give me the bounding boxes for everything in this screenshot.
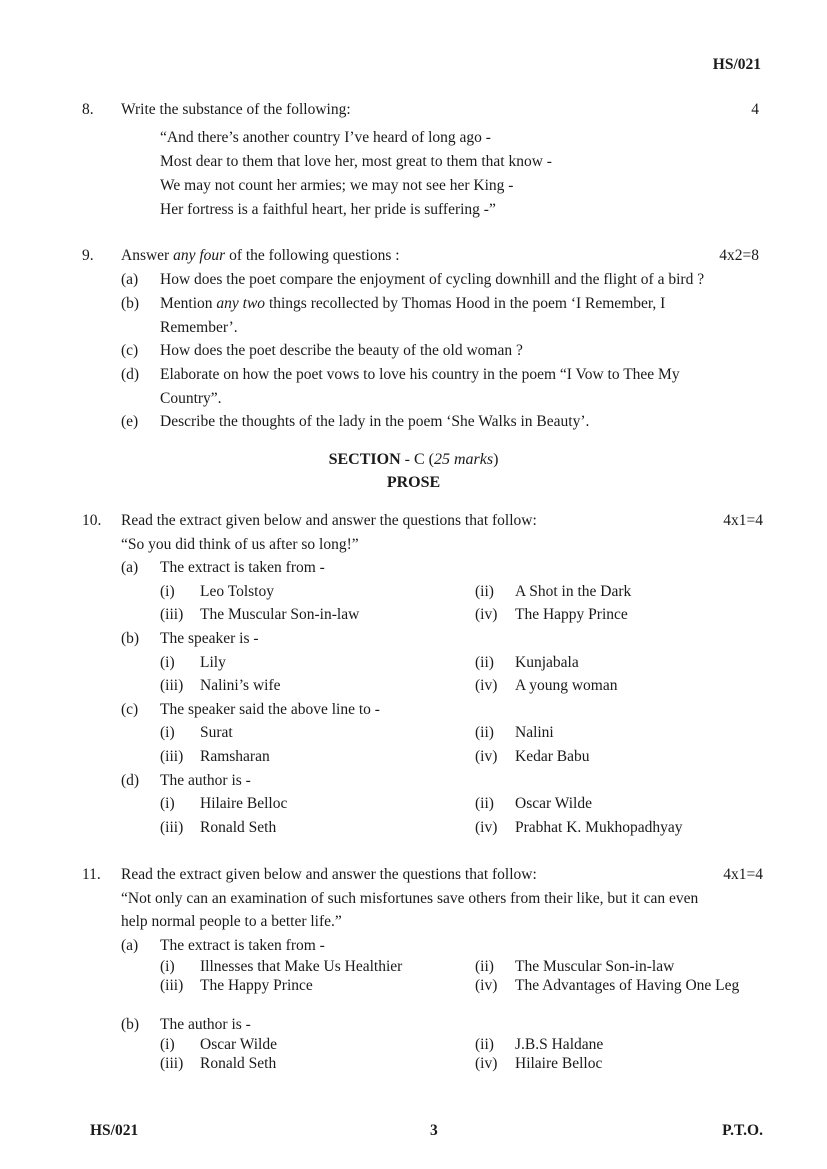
option-text: Kedar Babu (515, 748, 590, 765)
part-stem: The extract is taken from - (160, 559, 325, 576)
question-marks: 4x1=4 (723, 512, 763, 529)
part-label: (d) (121, 772, 140, 789)
page-number: 3 (430, 1122, 438, 1139)
option-label: (ii) (475, 795, 494, 812)
part-stem: The extract is taken from - (160, 937, 325, 954)
footer-pto: P.T.O. (722, 1122, 763, 1139)
item-text: How does the poet describe the beauty of the old woman ? (160, 342, 523, 359)
question-marks: 4 (751, 101, 759, 118)
item-text: Describe the thoughts of the lady in the poem ‘She Walks in Beauty’. (160, 413, 590, 430)
option-label: (ii) (475, 724, 494, 741)
option-label: (iii) (160, 606, 184, 623)
option-text: Oscar Wilde (515, 795, 592, 812)
item-label: (d) (121, 366, 140, 383)
part-stem: The author is - (160, 1016, 251, 1033)
option-label: (i) (160, 583, 175, 600)
part-label: (b) (121, 1016, 140, 1033)
poem-line: “And there’s another country I’ve heard of long ago - (160, 129, 491, 146)
option-text: The Happy Prince (515, 606, 628, 623)
question-prompt: Read the extract given below and answer the questions that follow: (121, 512, 537, 529)
option-text: Leo Tolstoy (200, 583, 274, 600)
part-stem: The speaker is - (160, 630, 259, 647)
option-text: Nalini’s wife (200, 677, 281, 694)
part-stem: The speaker said the above line to - (160, 701, 380, 718)
option-label: (iv) (475, 748, 498, 765)
item-label: (c) (121, 342, 139, 359)
option-label: (iii) (160, 977, 184, 994)
option-label: (iii) (160, 677, 184, 694)
question-number: 8. (82, 101, 94, 118)
part-label: (c) (121, 701, 139, 718)
part-label: (b) (121, 630, 140, 647)
option-label: (i) (160, 795, 175, 812)
option-text: J.B.S Haldane (515, 1036, 604, 1053)
option-text: Hilaire Belloc (200, 795, 288, 812)
option-text: The Advantages of Having One Leg (515, 977, 740, 994)
item-text: Elaborate on how the poet vows to love his country in the poem “I Vow to Thee My (160, 366, 680, 383)
option-label: (iii) (160, 1055, 184, 1072)
option-text: Illnesses that Make Us Healthier (200, 958, 403, 975)
option-text: Kunjabala (515, 654, 579, 671)
question-number: 11. (82, 866, 101, 883)
section-heading: SECTION - C (25 marks) (328, 451, 499, 468)
question-marks: 4x2=8 (719, 247, 759, 264)
part-label: (a) (121, 559, 139, 576)
extract-quote: “Not only can an examination of such misfortunes save others from their like, but it can even (121, 890, 699, 907)
item-label: (b) (121, 295, 140, 312)
option-label: (iii) (160, 819, 184, 836)
item-label: (a) (121, 271, 139, 288)
part-label: (a) (121, 937, 139, 954)
section-subheading: PROSE (386, 474, 441, 491)
option-label: (ii) (475, 654, 494, 671)
option-text: Surat (200, 724, 233, 741)
option-text: Ramsharan (200, 748, 270, 765)
part-stem: The author is - (160, 772, 251, 789)
option-label: (ii) (475, 583, 494, 600)
item-text-continued: Country”. (160, 390, 222, 407)
option-label: (iii) (160, 748, 184, 765)
option-text: The Muscular Son-in-law (200, 606, 360, 623)
option-text: Lily (200, 654, 226, 671)
option-text: Oscar Wilde (200, 1036, 277, 1053)
question-marks: 4x1=4 (723, 866, 763, 883)
poem-line: We may not count her armies; we may not see her King - (160, 177, 514, 194)
option-label: (iv) (475, 606, 498, 623)
footer-code: HS/021 (90, 1122, 139, 1139)
option-text: The Happy Prince (200, 977, 313, 994)
option-text: The Muscular Son-in-law (515, 958, 675, 975)
item-text-continued: Remember’. (160, 319, 238, 336)
extract-quote: “So you did think of us after so long!” (121, 536, 359, 553)
option-label: (i) (160, 724, 175, 741)
option-label: (iv) (475, 677, 498, 694)
option-text: Ronald Seth (200, 819, 277, 836)
extract-quote-continued: help normal people to a better life.” (121, 913, 342, 930)
item-text: Mention any two things recollected by Thomas Hood in the poem ‘I Remember, I (160, 295, 666, 312)
option-label: (ii) (475, 1036, 494, 1053)
question-number: 9. (82, 247, 94, 264)
option-text: Prabhat K. Mukhopadhyay (515, 819, 683, 836)
option-text: A young woman (515, 677, 618, 694)
option-label: (i) (160, 1036, 175, 1053)
option-text: Ronald Seth (200, 1055, 277, 1072)
option-label: (iv) (475, 977, 498, 994)
option-text: A Shot in the Dark (515, 583, 632, 600)
option-text: Hilaire Belloc (515, 1055, 603, 1072)
option-label: (i) (160, 958, 175, 975)
question-prompt: Answer any four of the following questions : (121, 247, 400, 264)
option-label: (iv) (475, 819, 498, 836)
poem-line: Her fortress is a faithful heart, her pride is suffering -” (160, 201, 496, 218)
option-label: (iv) (475, 1055, 498, 1072)
item-label: (e) (121, 413, 139, 430)
question-prompt: Write the substance of the following: (121, 101, 351, 118)
option-label: (i) (160, 654, 175, 671)
poem-line: Most dear to them that love her, most great to them that know - (160, 153, 552, 170)
option-label: (ii) (475, 958, 494, 975)
question-prompt: Read the extract given below and answer the questions that follow: (121, 866, 537, 883)
header-code: HS/021 (712, 56, 761, 73)
option-text: Nalini (515, 724, 554, 741)
question-number: 10. (82, 512, 102, 529)
item-text: How does the poet compare the enjoyment of cycling downhill and the flight of a bird ? (160, 271, 705, 288)
